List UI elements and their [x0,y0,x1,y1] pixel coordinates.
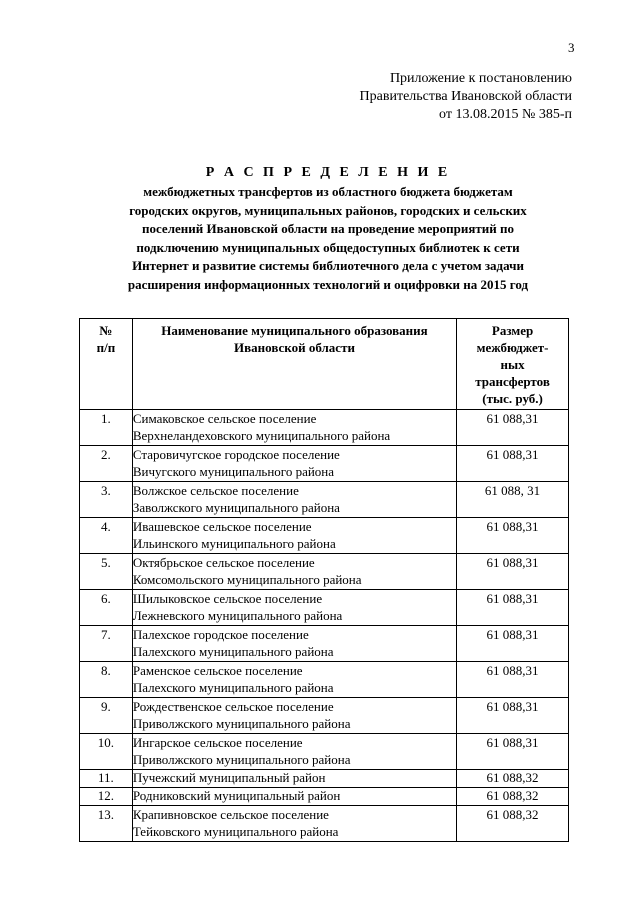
row-amount: 61 088,32 [457,806,569,842]
row-name [132,554,456,590]
document-heading [80,163,576,294]
row-name [132,446,456,482]
header-text: трансфертов [475,374,550,389]
name-line: Ингарское сельское поселение [132,735,303,750]
header-text: межбюджет- [476,340,549,355]
table-header-row [80,319,569,410]
row-number: 8. [80,662,133,698]
subtitle-line: межбюджетных трансфертов из областного бюджета бюджетам [143,184,513,199]
table-row [80,410,569,446]
row-number: 9. [80,698,133,734]
name-line: Крапивновское сельское поселение [132,807,329,822]
table-row [80,662,569,698]
name-line: Старовичугское городское поселение [132,447,340,462]
row-number: 6. [80,590,133,626]
row-amount: 61 088,31 [457,734,569,770]
document-title: Р А С П Р Е Д Е Л Е Н И Е [205,165,451,180]
name-line: Ильинского муниципального района [132,536,336,551]
header-amount [457,319,569,410]
appendix-line: от 13.08.2015 № 385-п [439,107,572,122]
row-amount: 61 088, 31 [457,482,569,518]
row-name [132,482,456,518]
row-name [132,806,456,842]
row-amount: 61 088,31 [457,410,569,446]
name-line: Лежневского муниципального района [132,608,343,623]
header-number [80,319,133,410]
row-amount: 61 088,31 [457,662,569,698]
row-number: 7. [80,626,133,662]
row-number: 11. [80,770,133,788]
row-name: Пучежский муниципальный район [132,770,456,788]
name-line: Тейковского муниципального района [132,824,339,839]
header-text: (тыс. руб.) [482,391,543,406]
name-line: Октябрьское сельское поселение [132,555,315,570]
row-name: Родниковский муниципальный район [132,788,456,806]
row-amount: 61 088,31 [457,518,569,554]
header-text: ных [500,357,525,372]
header-text: Размер [491,323,534,338]
name-line: Приволжского муниципального района [132,716,351,731]
row-amount: 61 088,31 [457,626,569,662]
subtitle-line: Интернет и развитие системы библиотечного дела с учетом задачи [132,258,524,273]
header-name [132,319,456,410]
row-name [132,626,456,662]
subtitle-line: подключению муниципальных общедоступных библиотек к сети [136,239,520,255]
row-name [132,734,456,770]
row-amount: 61 088,31 [457,554,569,590]
name-line: Раменское сельское поселение [132,663,303,678]
table-row [80,788,569,806]
table-row [80,698,569,734]
table-row [80,770,569,788]
appendix-line: Приложение к постановлению [389,71,572,86]
subtitle-line: поселений Ивановской области на проведение мероприятий по [142,221,514,236]
row-name [132,662,456,698]
table-row [80,626,569,662]
row-name [132,590,456,626]
appendix-note [360,70,572,124]
distribution-table [79,318,569,842]
row-number: 2. [80,446,133,482]
table-row [80,554,569,590]
document-subtitle [80,183,576,294]
header-text: Наименование муниципального образования [161,323,428,338]
row-name [132,410,456,446]
page-number: 3 [568,40,575,55]
header-text: п/п [96,340,116,355]
row-number: 13. [80,806,133,842]
row-amount: 61 088,32 [457,770,569,788]
row-amount: 61 088,31 [457,590,569,626]
appendix-line: Правительства Ивановской области [359,89,572,104]
row-amount: 61 088,32 [457,788,569,806]
row-number: 4. [80,518,133,554]
row-number: 3. [80,482,133,518]
table-row [80,806,569,842]
name-line: Рождественское сельское поселение [132,699,334,714]
row-name [132,698,456,734]
name-line: Палехское городское поселение [132,627,309,642]
name-line: Шилыковское сельское поселение [132,591,323,606]
name-line: Комсомольского муниципального района [132,572,362,587]
row-number: 10. [80,734,133,770]
subtitle-line: расширения информационных технологий и оцифровки на 2015 год [127,276,529,292]
name-line: Волжское сельское поселение [132,483,299,498]
table-row [80,590,569,626]
row-number: 5. [80,554,133,590]
name-line: Заволжского муниципального района [132,500,340,515]
name-line: Верхнеландеховского муниципального района [132,428,391,443]
name-line: Симаковское сельское поселение [132,411,317,426]
header-text: Ивановской области [234,340,355,355]
table-row [80,518,569,554]
row-amount: 61 088,31 [457,698,569,734]
table-row [80,446,569,482]
name-line: Палехского муниципального района [132,680,334,695]
header-text: № [99,323,113,338]
table-row [80,482,569,518]
table-row [80,734,569,770]
row-number: 1. [80,410,133,446]
name-line: Приволжского муниципального района [132,752,351,767]
row-name [132,518,456,554]
subtitle-line: городских округов, муниципальных районов, городских и сельских [129,202,527,218]
name-line: Палехского муниципального района [132,644,334,659]
name-line: Вичугского муниципального района [132,464,335,479]
name-line: Ивашевское сельское поселение [132,519,312,534]
row-number: 12. [80,788,133,806]
row-amount: 61 088,31 [457,446,569,482]
